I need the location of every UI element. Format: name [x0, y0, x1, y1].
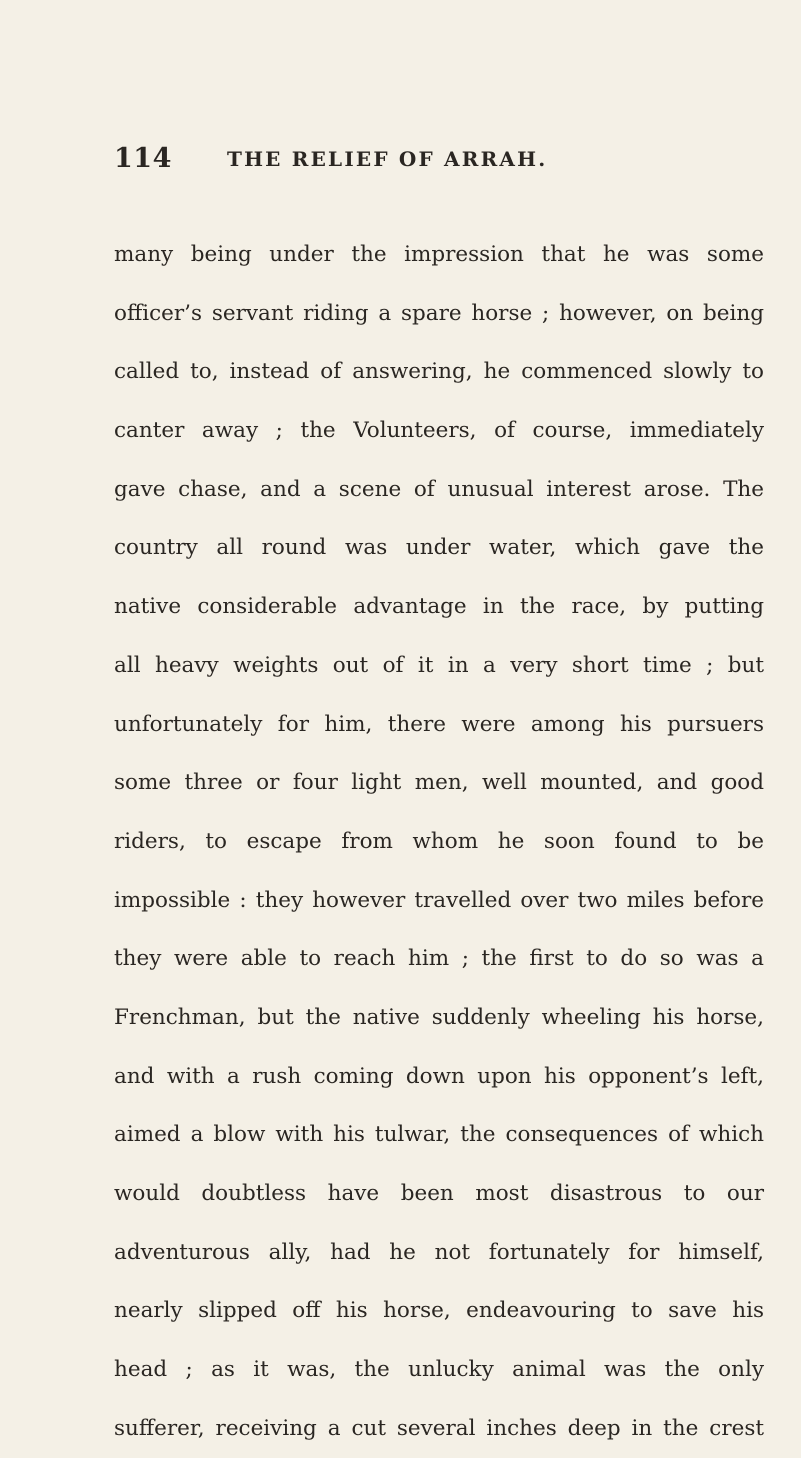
text-line: some three or four light men, well mounted, and good	[114, 770, 764, 796]
text-line: Frenchman, but the native suddenly wheeling his horse,	[114, 1004, 764, 1030]
running-title: THE RELIEF OF ARRAH.	[227, 147, 548, 171]
text-line: would doubtless have been most disastrous to our	[114, 1181, 764, 1206]
text-line: head ; as it was, the unlucky animal was the only	[114, 1357, 764, 1383]
text-line: native considerable advantage in the race, by putting	[114, 594, 764, 620]
text-line: impossible : they however travelled over two miles before	[114, 887, 764, 913]
text-line: adventurous ally, had he not fortunately for himself,	[114, 1239, 764, 1265]
text-line: and with a rush coming down upon his opponent’s left,	[114, 1063, 764, 1089]
text-line: many being under the impression that he was some	[114, 242, 764, 267]
text-line: they were able to reach him ; the first to do so was a	[114, 946, 764, 972]
page-number: 114	[114, 143, 172, 174]
text-line: officer’s servant riding a spare horse ; however, on being	[114, 300, 764, 326]
text-line: aimed a blow with his tulwar, the consequences of which	[114, 1122, 764, 1148]
page-header	[0, 143, 801, 187]
body-text	[114, 226, 764, 1458]
text-line: called to, instead of answering, he commenced slowly to	[114, 359, 764, 385]
text-line: unfortunately for him, there were among his pursuers	[114, 711, 764, 737]
text-line: canter away ; the Volunteers, of course, immediately	[114, 418, 764, 444]
text-line: sufferer, receiving a cut several inches deep in the crest	[114, 1415, 764, 1441]
text-line: gave chase, and a scene of unusual interest arose. The	[114, 476, 764, 502]
text-line: country all round was under water, which gave the	[114, 535, 764, 561]
text-line: nearly slipped off his horse, endeavouring to save his	[114, 1298, 764, 1324]
text-line: riders, to escape from whom he soon found to be	[114, 828, 764, 854]
text-line: all heavy weights out of it in a very short time ; but	[114, 652, 764, 678]
